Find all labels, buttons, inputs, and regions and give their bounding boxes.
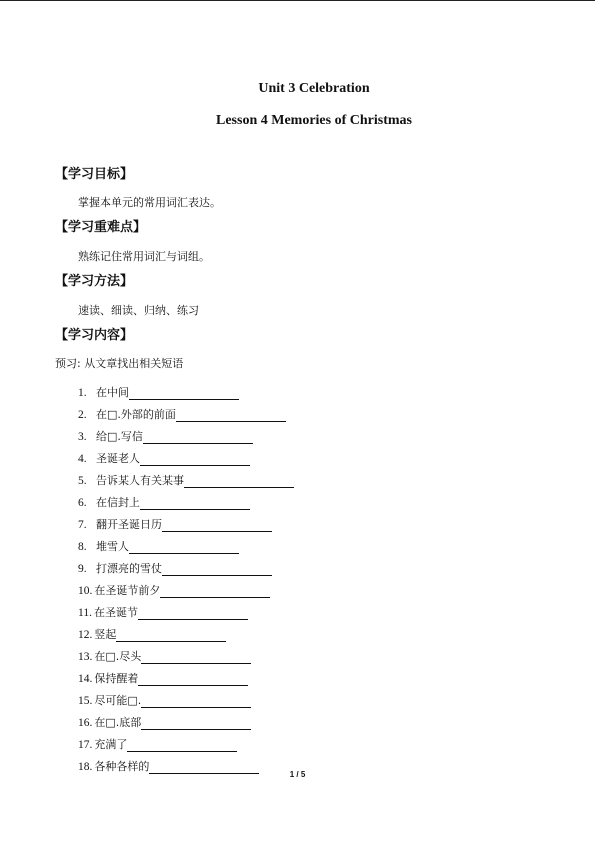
list-item (78, 598, 294, 620)
item-number: 12. (78, 629, 93, 641)
item-text: 告诉某人有关某事 (96, 474, 184, 487)
list-item (78, 576, 294, 598)
item-text: 竖起 (94, 628, 117, 641)
goal-heading: 【学习目标】 (55, 167, 134, 182)
top-border-line (0, 0, 595, 1)
item-number: 15. (78, 695, 93, 707)
item-number: 2. (78, 409, 87, 421)
item-text: 在□.底部 (94, 716, 142, 729)
item-text: 在圣诞节前夕 (94, 584, 161, 597)
answer-blank[interactable] (127, 740, 237, 752)
answer-blank[interactable] (141, 696, 251, 708)
item-text: 在中间 (96, 386, 129, 399)
item-number: 10. (78, 585, 93, 597)
item-number: 5. (78, 475, 87, 487)
answer-blank[interactable] (140, 454, 250, 466)
page-indicator: 1 / 5 (289, 770, 306, 779)
item-text: 在□.外部的前面 (96, 408, 176, 421)
item-number: 7. (78, 519, 87, 531)
answer-blank[interactable] (140, 498, 250, 510)
answer-blank[interactable] (162, 520, 272, 532)
content-heading: 【学习内容】 (55, 328, 134, 343)
answer-blank[interactable] (176, 410, 286, 422)
method-heading: 【学习方法】 (55, 274, 134, 289)
list-item (78, 708, 294, 730)
list-item (78, 466, 294, 488)
item-text: 在圣诞节 (93, 606, 138, 619)
list-item (78, 620, 294, 642)
unit-title: Unit 3 Celebration (258, 81, 370, 96)
item-text: 在□.尽头 (94, 650, 142, 663)
answer-blank[interactable] (162, 564, 272, 576)
list-item (78, 642, 294, 664)
item-text: 打漂亮的雪仗 (96, 562, 162, 575)
item-number: 17. (78, 739, 93, 751)
lesson-title: Lesson 4 Memories of Christmas (216, 113, 412, 128)
answer-blank[interactable] (141, 718, 251, 730)
list-item (78, 664, 294, 686)
answer-blank[interactable] (160, 586, 270, 598)
list-item (78, 400, 294, 422)
item-number: 1. (78, 387, 87, 399)
item-text: 翻开圣诞日历 (96, 518, 162, 531)
phrase-list (78, 378, 294, 774)
item-number: 9. (78, 563, 87, 575)
item-text: 各种各样的 (94, 760, 150, 773)
list-item (78, 510, 294, 532)
item-text: 圣诞老人 (96, 452, 140, 465)
answer-blank[interactable] (141, 652, 251, 664)
answer-blank[interactable] (138, 674, 248, 686)
item-text: 保持醒着 (94, 672, 139, 685)
item-text: 堆雪人 (96, 540, 129, 553)
item-text: 在信封上 (96, 496, 140, 509)
list-item (78, 444, 294, 466)
item-number: 3. (78, 431, 87, 443)
item-number: 4. (78, 453, 87, 465)
item-number: 8. (78, 541, 87, 553)
list-item (78, 686, 294, 708)
item-number: 14. (78, 673, 93, 685)
list-item (78, 422, 294, 444)
item-text: 充满了 (94, 738, 128, 751)
list-item (78, 378, 294, 400)
key-points-text: 熟练记住常用词汇与词组。 (78, 250, 210, 263)
answer-blank[interactable] (184, 476, 294, 488)
item-number: 16. (78, 717, 93, 729)
item-text: 给□.写信 (96, 430, 143, 443)
item-number: 6. (78, 497, 87, 509)
item-text: 尽可能□. (94, 694, 142, 707)
list-item (78, 554, 294, 576)
list-item (78, 488, 294, 510)
item-number: 18. (78, 761, 93, 773)
item-number: 11. (78, 607, 92, 619)
answer-blank[interactable] (129, 388, 239, 400)
answer-blank[interactable] (129, 542, 239, 554)
list-item (78, 532, 294, 554)
item-number: 13. (78, 651, 93, 663)
answer-blank[interactable] (138, 608, 248, 620)
preview-label: 预习: 从文章找出相关短语 (55, 357, 184, 370)
answer-blank[interactable] (116, 630, 226, 642)
goal-text: 掌握本单元的常用词汇表达。 (78, 196, 221, 209)
list-item (78, 730, 294, 752)
answer-blank[interactable] (143, 432, 253, 444)
key-points-heading: 【学习重难点】 (55, 220, 147, 235)
method-text: 速读、细读、归纳、练习 (78, 304, 199, 317)
